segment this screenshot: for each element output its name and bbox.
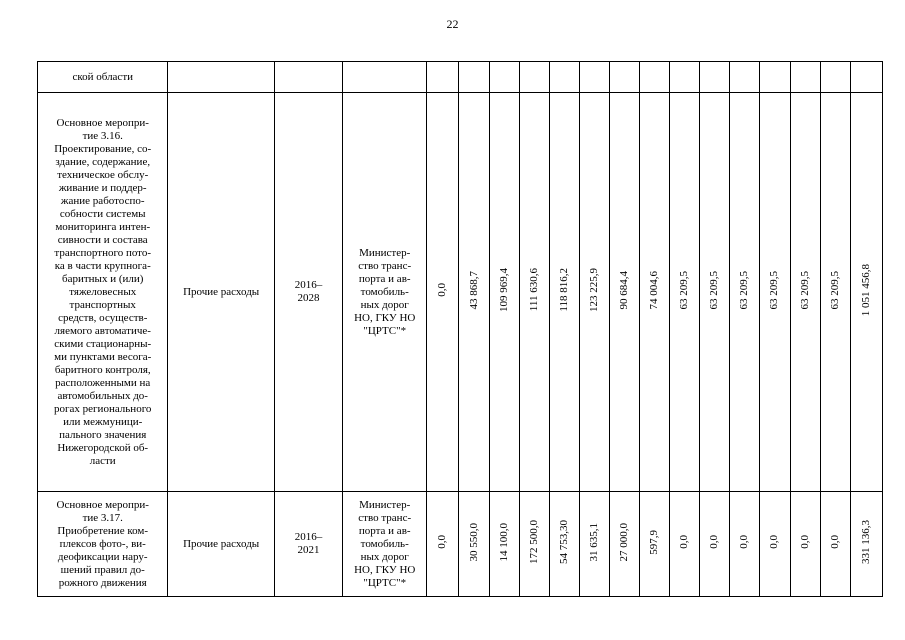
budget-table [37, 61, 883, 597]
name-line: собности системы [59, 207, 146, 220]
executor-line: "ЦРТС"* [363, 576, 407, 589]
value-cell [640, 492, 670, 597]
value-text: 74 004,6 [648, 270, 661, 310]
expense-label: Прочие расходы [183, 285, 260, 298]
name-line: Приобретение ком- [57, 524, 149, 537]
value-cell [820, 93, 850, 492]
name-line: баритного контроля, [54, 363, 151, 376]
value-cell [549, 62, 579, 93]
value-cell [609, 93, 639, 492]
value-text: 63 209,5 [678, 270, 691, 310]
table-row-continued [38, 62, 883, 93]
value-cell [489, 93, 519, 492]
value-text: 109 969,4 [497, 268, 510, 312]
value-cell [609, 492, 639, 597]
value-cell [790, 93, 820, 492]
name-line: ляемого автоматиче- [54, 324, 151, 337]
page-number: 22 [446, 17, 459, 31]
value-cell [700, 62, 730, 93]
value-text: 0,0 [436, 283, 449, 297]
value-text: 63 209,5 [708, 270, 721, 310]
name-line: Нижегородской об- [57, 441, 149, 454]
period-cell [274, 93, 342, 492]
value-text: 118 816,2 [557, 268, 570, 312]
value-text: 0,0 [768, 535, 781, 549]
name-cell [38, 492, 168, 597]
executor-line: порта и ав- [358, 524, 411, 537]
executor-cell [343, 93, 427, 492]
name-line: здание, содержание, [55, 155, 151, 168]
value-cell [700, 492, 730, 597]
period-line: 2021 [297, 544, 320, 556]
value-cell [850, 62, 882, 93]
value-cell [489, 62, 519, 93]
executor-line: НО, ГКУ НО [354, 563, 416, 576]
name-line: шений правил до- [60, 563, 145, 576]
value-text: 0,0 [708, 535, 721, 549]
value-cell [670, 93, 700, 492]
name-line: тие 3.17. [82, 511, 123, 524]
executor-cell [343, 62, 427, 93]
value-cell [519, 93, 549, 492]
name-line: тие 3.16. [82, 129, 123, 142]
value-cell [730, 93, 760, 492]
value-cell [640, 62, 670, 93]
name-line: рожного движения [58, 576, 147, 589]
value-text: 1 051 456,8 [859, 263, 872, 317]
value-text: 0,0 [828, 535, 841, 549]
name-line: ласти [89, 454, 116, 467]
value-cell [760, 93, 790, 492]
name-line: ка в части крупнога- [54, 259, 151, 272]
value-text: 0,0 [678, 535, 691, 549]
name-line: Основное меропри- [56, 498, 149, 511]
name-line: сивности и состава [57, 233, 148, 246]
value-cell [427, 492, 459, 597]
executor-line: НО, ГКУ НО [354, 311, 416, 324]
value-cell [670, 492, 700, 597]
value-cell [427, 93, 459, 492]
value-cell [760, 492, 790, 597]
value-text: 54 753,30 [557, 520, 570, 564]
name-cell [38, 93, 168, 492]
name-line: рогах регионального [54, 402, 152, 415]
value-text: 63 209,5 [828, 270, 841, 310]
value-cell [519, 492, 549, 597]
value-cell [579, 62, 609, 93]
value-cell [820, 62, 850, 93]
value-cell [730, 492, 760, 597]
value-cell [549, 93, 579, 492]
value-cell [670, 62, 700, 93]
value-text: 43 868,7 [467, 270, 480, 310]
value-text: 30 550,0 [467, 522, 480, 562]
value-cell [459, 93, 489, 492]
executor-line: Министер- [359, 246, 411, 259]
name-line: расположенными на [55, 376, 151, 389]
executor-line: ных дорог [360, 550, 409, 563]
value-text: 172 500,0 [527, 520, 540, 564]
value-cell [579, 93, 609, 492]
name-line: транспортных [69, 298, 136, 311]
name-line: средств, осуществ- [58, 311, 148, 324]
value-text: 31 635,1 [587, 522, 600, 562]
value-text: 63 209,5 [768, 270, 781, 310]
value-text: 90 684,4 [617, 270, 630, 310]
name-line: тяжеловесных [69, 285, 137, 298]
executor-cell [343, 492, 427, 597]
executor-line: томобиль- [360, 285, 409, 298]
value-cell [760, 62, 790, 93]
name-line: ми пунктами весога- [54, 350, 152, 363]
executor-line: ных дорог [360, 298, 409, 311]
name-line: живание и поддер- [58, 181, 147, 194]
value-text: 63 209,5 [738, 270, 751, 310]
expense-cell [168, 492, 274, 597]
value-cell [427, 62, 459, 93]
name-fragment: ской области [72, 70, 134, 83]
period-cell [274, 492, 342, 597]
name-line: плексов фото-, ви- [59, 537, 146, 550]
name-line: Основное меропри- [56, 116, 149, 129]
period-cell [274, 62, 342, 93]
name-line: транспортного пото- [54, 246, 152, 259]
value-cell [640, 93, 670, 492]
value-cell [700, 93, 730, 492]
table-row [38, 492, 883, 597]
value-cell [549, 492, 579, 597]
executor-line: ство транс- [358, 259, 412, 272]
executor-line: порта и ав- [358, 272, 411, 285]
value-cell [609, 62, 639, 93]
value-text: 111 630,6 [527, 268, 540, 312]
name-line: Проектирование, со- [54, 142, 152, 155]
value-cell [850, 492, 882, 597]
value-cell [519, 62, 549, 93]
expense-cell [168, 93, 274, 492]
table-row [38, 93, 883, 492]
name-line: автомобильных до- [57, 389, 148, 402]
name-line: деофиксации нару- [57, 550, 148, 563]
name-cell [38, 62, 168, 93]
value-cell [579, 492, 609, 597]
expense-label: Прочие расходы [183, 537, 260, 550]
name-line: или межмуници- [63, 415, 143, 428]
value-text: 123 225,9 [587, 268, 600, 312]
value-text: 0,0 [798, 535, 811, 549]
name-line: мониторинга интен- [55, 220, 151, 233]
value-text: 0,0 [738, 535, 751, 549]
value-cell [790, 62, 820, 93]
name-line: баритных и (или) [62, 272, 144, 285]
period-line: 2016– [294, 279, 323, 291]
name-line: пального значения [59, 428, 147, 441]
value-text: 597,9 [648, 529, 661, 555]
period-line: 2028 [297, 292, 320, 304]
value-text: 27 000,0 [617, 522, 630, 562]
value-cell [489, 492, 519, 597]
value-cell [820, 492, 850, 597]
value-cell [730, 62, 760, 93]
executor-line: томобиль- [360, 537, 409, 550]
value-text: 63 209,5 [798, 270, 811, 310]
name-line: жание работоспо- [60, 194, 145, 207]
expense-cell [168, 62, 274, 93]
name-line: техническое обслу- [57, 168, 149, 181]
value-text: 0,0 [436, 535, 449, 549]
value-cell [790, 492, 820, 597]
value-text: 331 136,3 [859, 520, 872, 564]
executor-line: "ЦРТС"* [363, 324, 407, 337]
executor-line: ство транс- [358, 511, 412, 524]
value-cell [459, 62, 489, 93]
value-cell [459, 492, 489, 597]
value-cell [850, 93, 882, 492]
executor-line: Министер- [359, 498, 411, 511]
value-text: 14 100,0 [497, 522, 510, 562]
name-line: скими стационарны- [54, 337, 152, 350]
period-line: 2016– [294, 531, 323, 543]
